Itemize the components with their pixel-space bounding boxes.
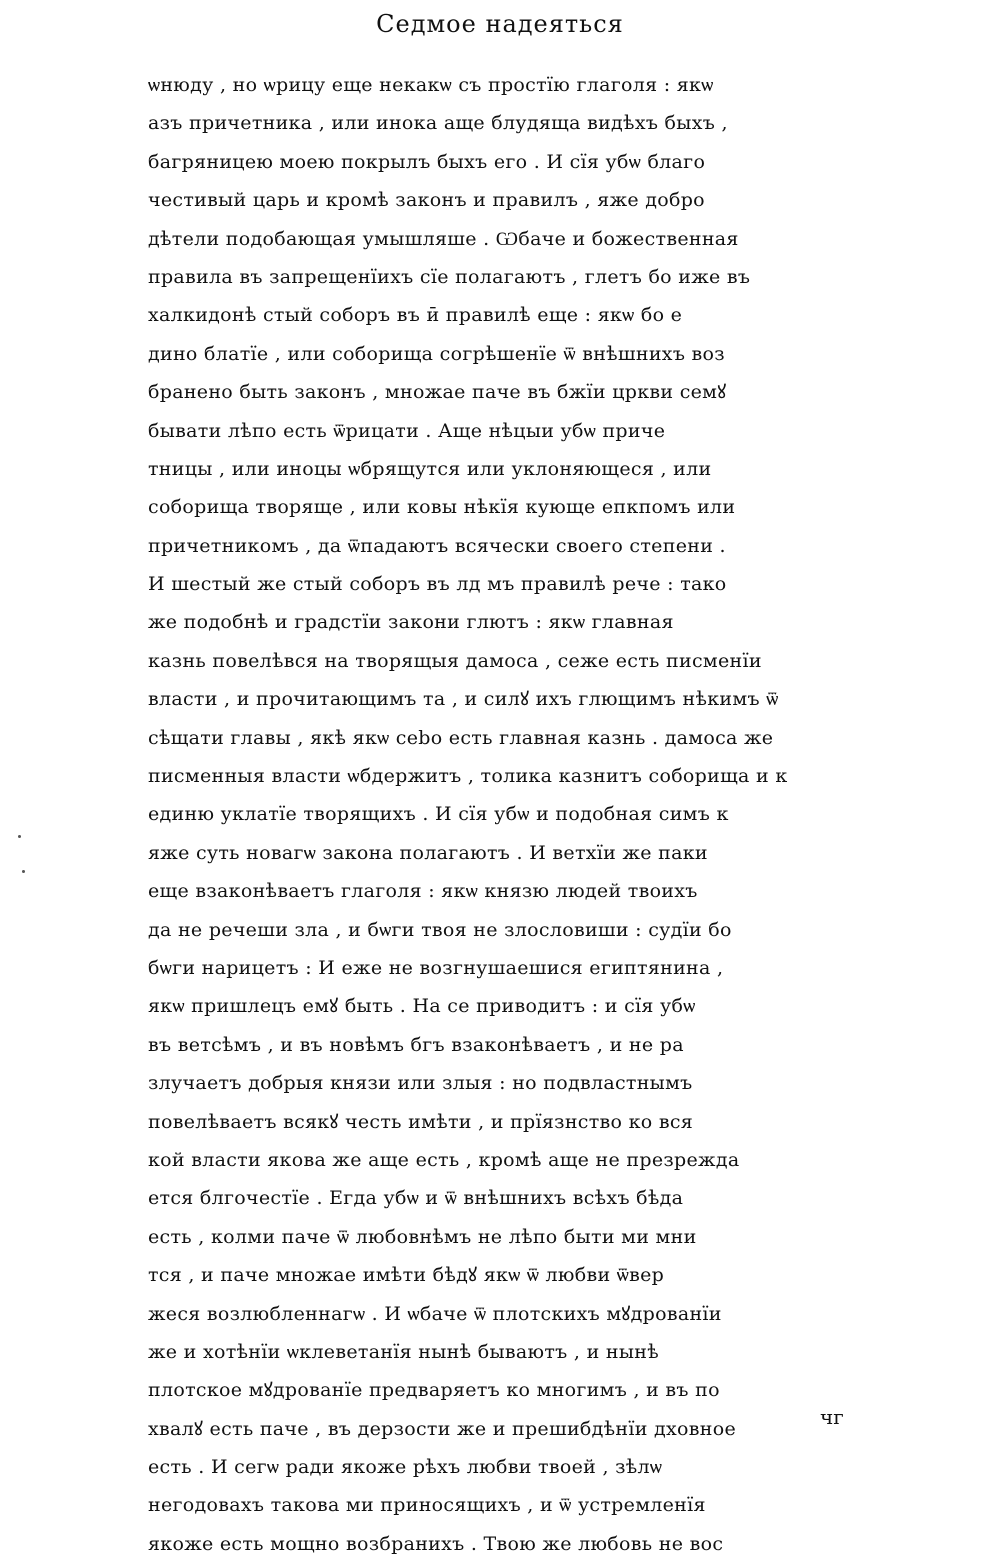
- text-line: азъ причетника , или инока аще блудяща видѣхъ быхъ ,: [148, 112, 728, 135]
- text-line: ется блгочестїе . Егда убѡ и ѿ внѣшнихъ всѣхъ бѣда: [148, 1187, 684, 1210]
- text-line: якѡ пришлецъ емꙋ быть . На се приводитъ : и сїя убѡ: [148, 995, 696, 1018]
- text-line: еще взаконѣваетъ глаголя : якѡ князю людей твоихъ: [148, 880, 698, 903]
- text-line: бѡги нарицетъ : И еже не возгнушаешися египтянина ,: [148, 956, 724, 979]
- text-line: бранено быть законъ , множае паче въ бжїи цркви семꙋ: [148, 381, 727, 404]
- text-line: ѡнюду , но ѡрицу еще некакѡ съ простїю глаголя : якѡ: [148, 74, 714, 96]
- text-line: же подобнѣ и градстїи закони глютъ : якѡ главная: [148, 611, 674, 634]
- text-line: бывати лѣпо есть ѿрицати . Аще нѣцыи убѡ приче: [148, 419, 666, 442]
- text-line: дино блатїе , или соборища согрѣшенїе ѿ внѣшнихъ воз: [148, 342, 725, 365]
- text-line: хвалꙋ есть паче , въ дерзости же и прешибдѣнїи дховное: [148, 1417, 737, 1440]
- text-line: тницы , или иноцы ѡбрящутся или уклоняющеся , или: [148, 457, 712, 480]
- text-line: писменныя власти ѡбдержитъ , толика казнитъ соборища и к: [148, 765, 788, 788]
- text-line: въ ветсѣмъ , и въ новѣмъ бгъ взаконѣваетъ , и не ра: [148, 1033, 684, 1056]
- text-line: соборища творяще , или ковы нѣкїя кующе епкпомъ или: [148, 496, 736, 519]
- text-line: казнь повелѣвся на творящыя дамоса , сеже есть писменїи: [148, 649, 762, 672]
- text-line: якоже есть мощно возбранихъ . Твою же любовь не вос: [148, 1532, 724, 1555]
- text-line: честивый царь и кромѣ законъ и правилъ , яже добро: [148, 189, 705, 212]
- text-line: негодовахъ такова ми приносящихъ , и ѿ устремленїя: [148, 1494, 706, 1517]
- margin-speck: [22, 870, 25, 873]
- text-line: багряницею моею покрылъ быхъ его . И сїя убѡ благо: [148, 150, 706, 173]
- text-line: да не речеши зла , и бѡги твоя не злословиши : судїи бо: [148, 918, 732, 941]
- text-line: правила въ запрещенїихъ сїе полагаютъ , глетъ бо иже въ: [148, 265, 751, 288]
- main-text-block: [148, 66, 828, 1563]
- text-line: тся , и паче множае имѣти бѣдꙋ якѡ ѿ любви ѿвер: [148, 1264, 665, 1287]
- text-line: есть . И сегѡ ради якоже рѣхъ любви твоей , зѣлѡ: [148, 1456, 663, 1479]
- running-head: Седмое надеяться: [376, 10, 624, 38]
- text-line: И шестый же стый соборъ въ лд мъ правилѣ рече : тако: [148, 573, 727, 596]
- text-line: злучаетъ добрыя князи или злыя : но подвластнымъ: [148, 1072, 693, 1095]
- text-line: плотское мꙋдрованїе предваряетъ ко многимъ , и въ по: [148, 1379, 720, 1402]
- text-line: халкидонѣ стый соборъ въ ӣ правилѣ еще : якѡ бо е: [148, 304, 683, 327]
- text-line: кой власти якова же аще есть , кромѣ аще не презрежда: [148, 1148, 740, 1171]
- page-number: чг: [820, 1405, 844, 1429]
- margin-speck: [18, 835, 21, 838]
- text-line: яже суть новагѡ закона полагаютъ . И ветхїи же паки: [148, 841, 708, 864]
- text-line: причетникомъ , да ѿпадаютъ всячески своего степени .: [148, 534, 726, 557]
- text-line: власти , и прочитающимъ та , и силꙋ ихъ глющимъ нѣкимъ ѿ: [148, 688, 779, 711]
- text-line: жеся возлюбленнагѡ . И ѡбаче ѿ плотскихъ мꙋдрованїи: [148, 1302, 722, 1325]
- text-line: повелѣваетъ всякꙋ честь имѣти , и прїязнство ко вся: [148, 1110, 694, 1133]
- text-line: же и хотѣнїи ѡклеветанїя нынѣ бываютъ , и нынѣ: [148, 1340, 660, 1363]
- text-line: есть , колми паче ѿ любовнѣмъ не лѣпо быти ми мни: [148, 1225, 697, 1248]
- text-line: сѣщати главы , якѣ якѡ сеbo есть главная казнь . дамоса же: [148, 726, 774, 749]
- text-line: единю уклатїе творящихъ . И сїя убѡ и подобная симъ к: [148, 803, 729, 826]
- text-line: дѣтели подобающая умышляше . Ѡбаче и божественная: [148, 227, 739, 250]
